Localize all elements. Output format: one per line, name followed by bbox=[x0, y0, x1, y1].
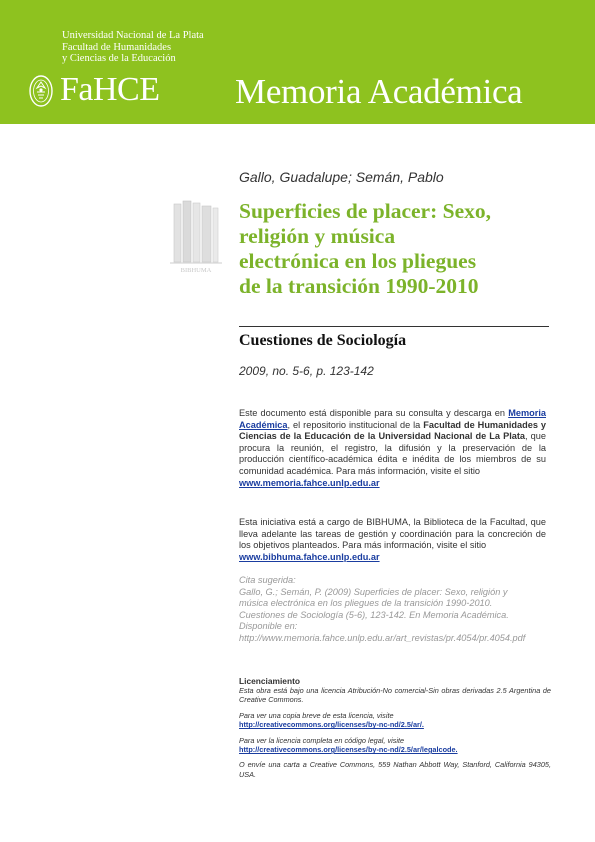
info-text: , que procura la reunión, el registro, la difusión y la preservación de la producción científico-académica édita e inédita de los miembros de su comunidad académica. Para más información, visite el sitio bbox=[239, 431, 546, 476]
title-line: Superficies de placer: Sexo, bbox=[239, 199, 491, 223]
faculty-line-2: y Ciencias de la Educación bbox=[62, 53, 176, 64]
divider bbox=[239, 326, 549, 327]
title-line: electrónica en los pliegues bbox=[239, 249, 477, 273]
memoria-link[interactable]: Memoria Académica bbox=[239, 408, 546, 430]
info-text: Esta iniciativa está a cargo de BIBHUMA, la Biblioteca de la Facultad, que lleva adelante las tareas de gestión y coordinación para la concreción de los objetivos planteados. Para más información, visite el sitio bbox=[239, 517, 546, 551]
university-block bbox=[62, 30, 204, 65]
bibhuma-url-link[interactable]: www.bibhuma.fahce.unlp.edu.ar bbox=[239, 551, 380, 562]
license-text: Para ver la licencia completa en código legal, visite bbox=[239, 735, 405, 745]
authors: Gallo, Guadalupe; Semán, Pablo bbox=[239, 169, 444, 185]
suggested-url[interactable]: http://www.memoria.fahce.unlp.edu.ar/art_revistas/pr.4054/pr.4054.pdf bbox=[239, 632, 526, 643]
license-text: Esta obra está bajo una licencia Atribución-No comercial-Sin obras derivadas 2.5 Argentina de Creative Commons. bbox=[239, 686, 551, 705]
license-legalcode-link[interactable]: http://creativecommons.org/licenses/by-nc-nd/2.5/ar/legalcode. bbox=[239, 745, 458, 755]
info-text: Este documento está disponible para su consulta y descarga en bbox=[239, 408, 506, 418]
memoria-url-link[interactable]: www.memoria.fahce.unlp.edu.ar bbox=[239, 477, 380, 488]
suggested-line: Cita sugerida: bbox=[239, 575, 296, 585]
suggested-line: Gallo, G.; Semán, P. (2009) Superficies de placer: Sexo, religión y bbox=[239, 586, 508, 597]
journal-name: Cuestiones de Sociología bbox=[239, 332, 407, 349]
info-text: , el repositorio institucional de la bbox=[287, 419, 421, 430]
repository-name: Memoria Académica bbox=[235, 72, 523, 111]
license-short-link[interactable]: http://creativecommons.org/licenses/by-nc-nd/2.5/ar/. bbox=[239, 720, 424, 730]
suggested-line: música electrónica en los pliegues de la transición 1990-2010. bbox=[239, 598, 493, 609]
citation: 2009, no. 5-6, p. 123-142 bbox=[239, 364, 374, 378]
books-caption: BIBHUMA bbox=[180, 267, 212, 274]
repository-info bbox=[239, 408, 546, 489]
faculty-name: Facultad de Humanidades y Ciencias de la Educación de la Universidad Nacional de La Plata bbox=[239, 419, 546, 442]
suggested-line: Cuestiones de Sociología (5-6), 123-142. En Memoria Académica. bbox=[239, 609, 509, 620]
title-line: religión y música bbox=[239, 224, 396, 248]
bibhuma-info bbox=[239, 517, 546, 563]
license-block bbox=[239, 676, 551, 779]
university-seal-icon bbox=[28, 74, 54, 108]
license-text: O envíe una carta a Creative Commons, 559 Nathan Abbott Way, Stanford, California 94305, USA. bbox=[239, 760, 551, 779]
suggested-line: Disponible en: bbox=[239, 621, 298, 632]
suggested-citation bbox=[239, 575, 559, 645]
license-text: Para ver una copia breve de esta licencia, visite bbox=[239, 710, 394, 720]
license-heading: Licenciamiento bbox=[239, 676, 300, 686]
title-line: de la transición 1990-2010 bbox=[239, 274, 479, 298]
fahce-logo: FaHCE bbox=[60, 71, 160, 108]
bibhuma-books-icon bbox=[168, 198, 224, 278]
article-title bbox=[239, 199, 559, 299]
university-name: Universidad Nacional de La Plata bbox=[62, 30, 204, 41]
faculty-line-1: Facultad de Humanidades bbox=[62, 41, 172, 53]
